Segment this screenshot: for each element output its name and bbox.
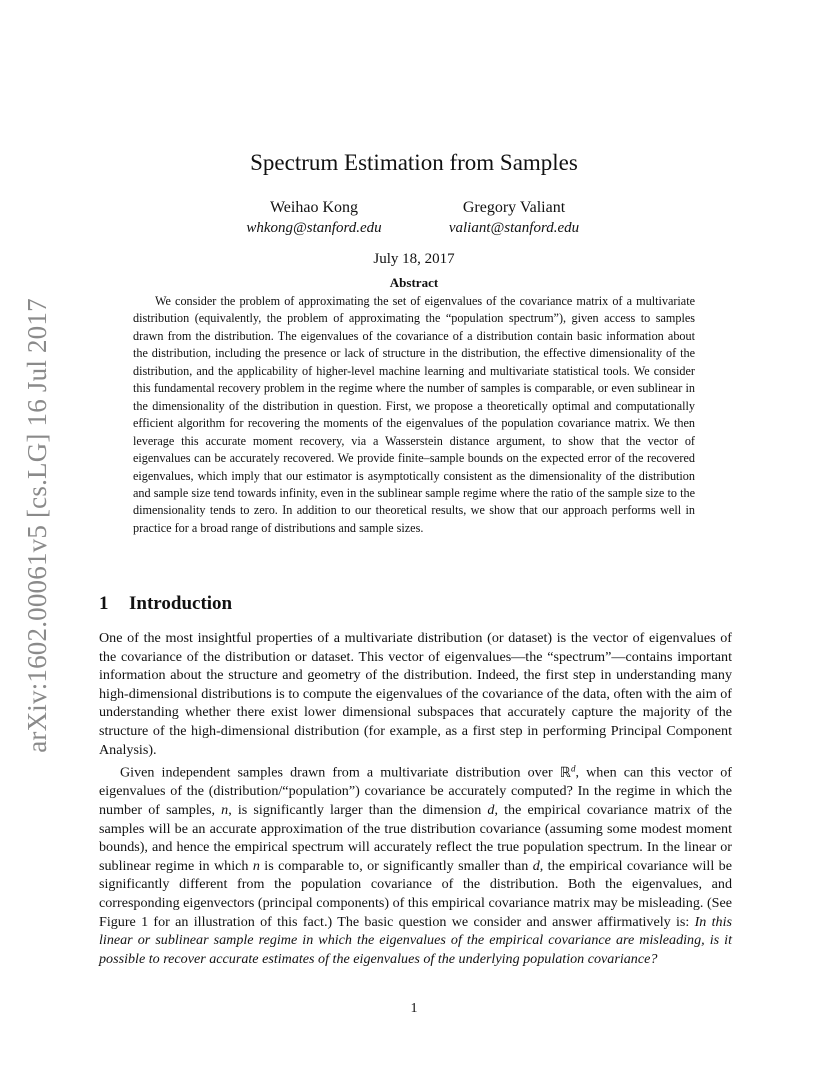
section-number: 1 <box>99 593 109 614</box>
author-block-1 <box>214 198 414 238</box>
math-Rd <box>560 765 576 781</box>
text-run: , the empirical covariance will be significantly different from the population covariance of the distribution. Both the eigenvalues, and corresponding eigenvectors (principal components) of this empirical covariance matrix may be misleading. (See Figure 1 for an illustration of this fact.) The basic question we consider and answer affirmatively is: <box>99 857 732 930</box>
paper-date: July 18, 2017 <box>373 251 455 267</box>
abstract-text: We consider the problem of approximating the set of eigenvalues of the covariance matrix of a multivariate distribution (equivalently, the problem of approximating the “population spectrum”), given access to samples drawn from the distribution. The eigenvalues of the covariance of a distribution contain basic information about the distribution, including the presence or lack of structure in the distribution, the effective dimensionality of the distribution, and the applicability of higher-level machine learning and multivariate statistical tools. We consider this fundamental recovery problem in the regime where the number of samples is comparable, or even sublinear in the dimensionality of the distribution in question. First, we propose a theoretically optimal and computationally efficient algorithm for recovering the moments of the eigenvalues of the population covariance matrix. We then leverage this accurate moment recovery, via a Wasserstein distance argument, to show that the vector of eigenvalues can be accurately recovered. We provide finite–sample bounds on the expected error of the recovered eigenvalues, which imply that our estimator is asymptotically consistent as the dimensionality of the distribution and sample size tend towards infinity, even in the sublinear sample regime where the ratio of the sample size to the dimensionality tends to zero. In addition to our theoretical results, we show that our approach performs well in practice for a broad range of distributions and sample sizes. <box>133 294 695 535</box>
math-var: d <box>487 802 495 819</box>
intro-paragraph-2 <box>99 759 732 968</box>
abstract-heading: Abstract <box>389 275 439 290</box>
math-exponent: d <box>570 763 576 774</box>
author-name: Gregory Valiant <box>462 199 566 216</box>
math-symbol: ℝ <box>559 764 571 781</box>
page-number: 1 <box>410 1001 418 1016</box>
math-var: n <box>221 802 229 819</box>
section-heading <box>99 593 232 615</box>
author-block-2 <box>414 198 614 238</box>
section-title: Introduction <box>129 593 233 614</box>
text-run: , when can this vector of eigenvalues of the (distribution/“population”) covariance be accurately computed? In the regime in which the number of samples, <box>99 764 732 819</box>
text-run: Given independent samples drawn from a multivariate distribution over <box>120 764 560 781</box>
text-run: , is significantly larger than the dimension <box>228 802 488 819</box>
research-question: In this linear or sublinear sample regime in which the eigenvalues of the empirical covariance are misleading, is it possible to recover accurate estimates of the eigenvalues of the underlying population covariance? <box>99 913 732 967</box>
arxiv-identifier-stamp <box>20 295 55 755</box>
paper-title: Spectrum Estimation from Samples <box>250 150 578 175</box>
introduction-body <box>99 629 732 968</box>
author-email: whkong@stanford.edu <box>246 220 382 236</box>
author-name: Weihao Kong <box>269 199 359 216</box>
math-var: d <box>532 857 540 874</box>
arxiv-identifier-text: arXiv:1602.00061v5 [cs.LG] 16 Jul 2017 <box>22 297 52 753</box>
author-email: valiant@stanford.edu <box>448 220 580 236</box>
text-run: is comparable to, or significantly smaller than <box>259 857 533 874</box>
math-var: n <box>252 857 260 874</box>
intro-paragraph-1: One of the most insightful properties of a multivariate distribution (or dataset) is the vector of eigenvalues of the covariance of the distribution or dataset. This vector of eigenvalues—the “spectrum”—contains important information about the structure and geometry of the distribution. Indeed, the first step in understanding many high-dimensional distributions is to compute the eigenvalues of the covariance of the data, often with the aim of understanding whether there exist lower dimensional subspaces that accurately capture the majority of the structure of the high-dimensional distribution (for example, as a first step in performing Principal Component Analysis). <box>99 630 732 758</box>
text-run: , the empirical covariance matrix of the samples will be an accurate approximation of the true distribution covariance (assuming some modest moment bounds), and hence the empirical spectrum will accurately reflect the true population spectrum. In the linear or sublinear regime in which <box>99 802 733 874</box>
